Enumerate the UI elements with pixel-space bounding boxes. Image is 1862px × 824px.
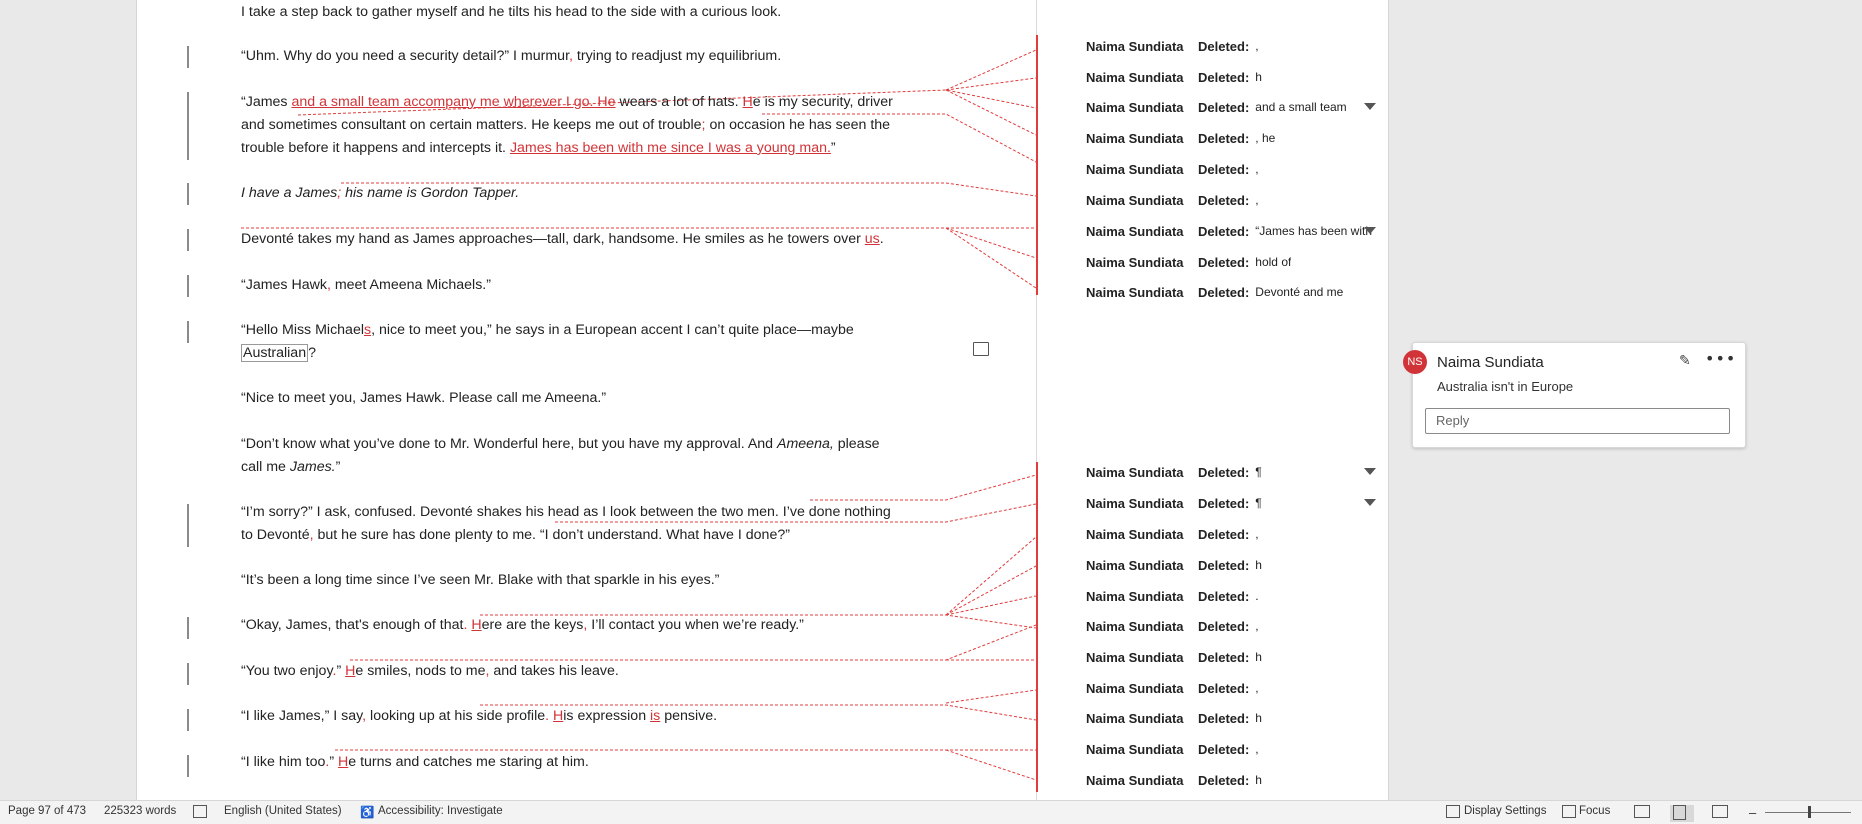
web-layout-icon[interactable]	[1712, 805, 1733, 820]
change-bar	[187, 709, 189, 731]
connector-line	[946, 537, 1036, 615]
insertion: s	[363, 322, 372, 338]
expand-arrow-icon[interactable]	[1364, 499, 1376, 506]
change-bar	[187, 504, 189, 547]
insertion: H	[471, 617, 482, 633]
change-bar	[187, 755, 189, 777]
paragraph[interactable]: I have a James; his name is Gordon Tapper.	[241, 185, 520, 201]
change-bar	[187, 46, 189, 68]
revision-balloon[interactable]: Naima Sundiata Deleted: .	[1086, 588, 1259, 604]
connector-line	[946, 228, 1036, 288]
comment-icon[interactable]	[973, 342, 989, 356]
revision-balloon[interactable]: Naima Sundiata Deleted: ,	[1086, 618, 1259, 634]
edit-comment-icon[interactable]: ✎	[1679, 353, 1691, 369]
revision-balloon[interactable]: Naima Sundiata Deleted: ,	[1086, 526, 1259, 542]
change-bar	[187, 92, 189, 160]
expand-arrow-icon[interactable]	[1364, 468, 1376, 475]
expand-arrow-icon[interactable]	[1364, 103, 1376, 110]
insertion: H	[553, 708, 564, 724]
deletion-mark: ,	[485, 663, 490, 679]
insertion: H	[345, 663, 356, 679]
insertion: James has been with me since I was a young man.	[509, 140, 831, 156]
zoom-slider-thumb[interactable]	[1808, 806, 1811, 818]
insertion: and a small team accompany me wherever I go. He	[291, 94, 616, 110]
revision-balloon[interactable]: Naima Sundiata Deleted: “James has been with	[1086, 223, 1373, 239]
paragraph[interactable]: Devonté takes my hand as James approaches—tall, dark, handsome. He smiles as he towers over us.	[241, 231, 884, 247]
status-bar	[0, 800, 1862, 824]
paragraph[interactable]: “Hello Miss Michaels, nice to meet you,” he says in a European accent I can’t quite place—maybe Australian ?	[241, 322, 854, 361]
zoom-out-icon[interactable]: –	[1749, 805, 1757, 820]
deletion-mark: .	[325, 754, 330, 770]
deletion-mark: ,	[326, 277, 331, 293]
insertion: us	[864, 231, 880, 247]
paragraph[interactable]: “James and a small team accompany me wherever I go. He wears a lot of hats. He is my security, driver and sometimes consultant on certain matters. He keeps me out of trouble; on occasion he has seen the trouble before it happens and intercepts it. James has been with me since I was a young man.”	[241, 94, 893, 156]
connector-line	[946, 90, 1036, 135]
proofing-icon[interactable]	[193, 805, 212, 820]
insertion: H	[338, 754, 349, 770]
comment-card[interactable]	[1412, 342, 1746, 448]
revision-balloon[interactable]: Naima Sundiata Deleted: h	[1086, 772, 1262, 788]
comment-author: Naima Sundiata	[1437, 354, 1544, 371]
paragraph[interactable]: “It’s been a long time since I’ve seen Mr. Blake with that sparkle in his eyes.”	[241, 572, 720, 588]
paragraph[interactable]: “Nice to meet you, James Hawk. Please call me Ameena.”	[241, 390, 607, 406]
reply-input[interactable]: Reply	[1425, 408, 1730, 434]
revision-balloon[interactable]: Naima Sundiata Deleted: h	[1086, 649, 1262, 665]
revision-balloon[interactable]: Naima Sundiata Deleted: ,	[1086, 192, 1259, 208]
word-count[interactable]: 225323 words	[104, 805, 177, 817]
accessibility-status[interactable]: Accessibility: Investigate	[378, 805, 503, 817]
paragraph[interactable]: “Don’t know what you’ve done to Mr. Wonderful here, but you have my approval. And Ameena, please call me James.”	[241, 436, 880, 475]
page-count[interactable]: Page 97 of 473	[8, 805, 87, 817]
paragraph[interactable]: “Uhm. Why do you need a security detail?” I murmur, trying to readjust my equilibrium.	[241, 48, 782, 64]
deletion-mark: .	[332, 663, 337, 679]
deletion-mark: ;	[701, 117, 706, 133]
revision-balloon[interactable]: Naima Sundiata Deleted: ,	[1086, 741, 1259, 757]
paragraph[interactable]: I take a step back to gather myself and he tilts his head to the side with a curious look.	[241, 4, 782, 20]
paragraph[interactable]: “Okay, James, that's enough of that. Here are the keys, I’ll contact you when we’re ready.”	[241, 617, 804, 633]
read-mode-icon[interactable]	[1634, 805, 1655, 820]
comment-text: Australia isn't in Europe	[1437, 379, 1574, 394]
revision-balloon[interactable]: Naima Sundiata Deleted: h	[1086, 710, 1262, 726]
deletion-mark: .	[545, 708, 550, 724]
deletion-mark: .	[463, 617, 468, 633]
revision-balloon[interactable]: Naima Sundiata Deleted: and a small team	[1086, 99, 1347, 115]
display-settings-button[interactable]: Display Settings	[1464, 805, 1547, 817]
more-options-icon[interactable]: •••	[1705, 349, 1737, 368]
deletion-mark: ,	[583, 617, 588, 633]
paragraph[interactable]: “I’m sorry?” I ask, confused. Devonté shakes his head as I look between the two men. I’ve done nothing to Devonté, but he sure has done plenty to me. “I don’t understand. What have I done?”	[241, 504, 891, 543]
change-bar	[187, 617, 189, 639]
change-bar	[187, 321, 189, 343]
connector-line	[946, 228, 1036, 258]
display-settings-icon[interactable]	[1446, 805, 1465, 820]
connector-line	[946, 690, 1036, 703]
revision-bar	[1036, 35, 1038, 295]
paragraph[interactable]: “You two enjoy.” He smiles, nods to me, and takes his leave.	[241, 663, 619, 679]
paragraph[interactable]: “I like James,” I say, looking up at his side profile. His expression is pensive.	[241, 708, 718, 724]
revision-balloon[interactable]: Naima Sundiata Deleted: Devonté and me	[1086, 284, 1344, 300]
connector-line	[946, 596, 1036, 615]
connector-line	[946, 566, 1036, 615]
focus-button[interactable]: Focus	[1579, 805, 1611, 817]
revision-balloon[interactable]: Naima Sundiata Deleted: , he	[1086, 130, 1276, 146]
avatar: NS	[1403, 350, 1427, 374]
expand-arrow-icon[interactable]	[1364, 227, 1376, 234]
connector-line	[946, 78, 1036, 90]
revision-balloon[interactable]: Naima Sundiata Deleted: ,	[1086, 680, 1259, 696]
revision-balloon[interactable]: Naima Sundiata Deleted: ¶	[1086, 464, 1262, 480]
revision-balloon[interactable]: Naima Sundiata Deleted: h	[1086, 557, 1262, 573]
change-bar	[187, 229, 189, 251]
connector-line	[946, 750, 1036, 780]
deletion-mark: ,	[362, 708, 367, 724]
paragraph[interactable]: “James Hawk, meet Ameena Michaels.”	[241, 277, 491, 293]
revision-balloon[interactable]: Naima Sundiata Deleted: h	[1086, 69, 1262, 85]
revision-bar	[1036, 462, 1038, 792]
revision-balloon[interactable]: Naima Sundiata Deleted: ¶	[1086, 495, 1262, 511]
change-bar	[187, 183, 189, 205]
change-bar	[187, 663, 189, 685]
insertion: is	[650, 708, 661, 724]
deletion-mark: ,	[309, 527, 314, 543]
paragraph[interactable]: “I like him too.” He turns and catches me staring at him.	[241, 754, 589, 770]
deletion-mark: ;	[337, 185, 342, 201]
change-bar	[187, 275, 189, 297]
accessibility-icon[interactable]: ♿	[360, 807, 375, 819]
language[interactable]: English (United States)	[224, 805, 342, 817]
revision-balloon[interactable]: Naima Sundiata Deleted: ,	[1086, 38, 1259, 54]
deletion-mark: ,	[569, 48, 573, 64]
revision-balloon[interactable]: Naima Sundiata Deleted: hold of	[1086, 254, 1292, 270]
commented-text[interactable]: Australian	[243, 345, 307, 361]
revision-balloon[interactable]: Naima Sundiata Deleted: ,	[1086, 161, 1259, 177]
insertion: H	[742, 94, 753, 110]
print-layout-icon[interactable]	[1670, 805, 1694, 822]
